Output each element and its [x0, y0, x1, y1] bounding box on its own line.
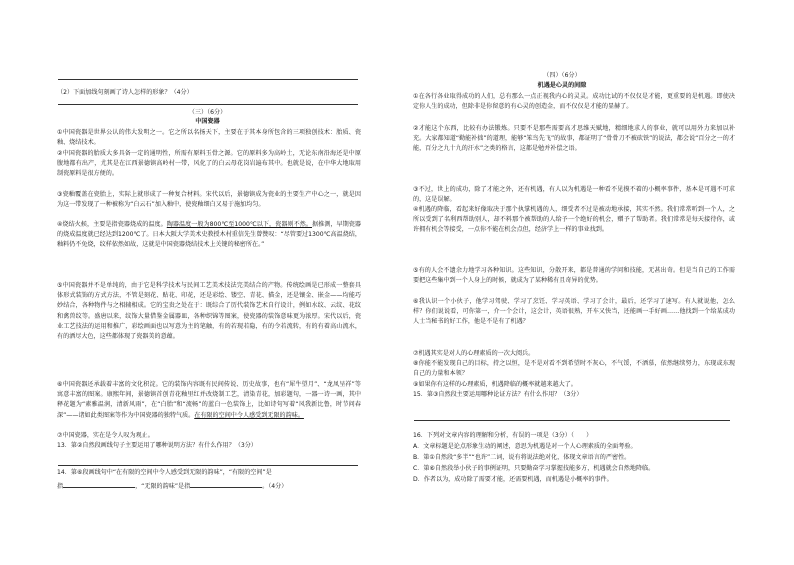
- q14-label-b: ，“无限的韵味”是指: [135, 483, 191, 490]
- question-14: 14．第⑥段画线句中“在有限的空间中令人感受到无限的韵味”，“有限的空间”是: [57, 469, 272, 476]
- paragraph-8: ⑧你能不能发现自己的目标，持之以恒，是不是对看不到希望时不灰心，不气馁，不洒慕，依然继续努力，东现或东现自己的力量和本领？: [413, 360, 735, 378]
- q14-blank-2[interactable]: [190, 480, 262, 488]
- paragraph-6-text: ⑥中国瓷器还承载着丰富的文化积淀。它的装饰内容既有民间传说、历史故事，也有“犀牛望月”、“龙凤呈祥”等寓意丰富的图案。康熙年间，景德镇首创青花釉里红并改烧制工艺，清染青花，加彩题句，一器一诗一画，其中释花题为“素雅温润，清新风雨”，在“白胎”和“流畅”的蓝白一色装饰上，比如诗句写着“风我新比鲁，时节问春深”——诸如此类图案等作为中国瓷器的独特气质。: [57, 381, 361, 419]
- section-3-title: 中国瓷器: [195, 118, 220, 125]
- paragraph-3: ③瓷釉覆盖在瓷胎上，实际上就形成了一种复合材料。宋代以后，景德镇成为瓷业的主要生产中心之一，就是因为这一带发现了一种被称为“白云石”加入釉中，使瓷釉细白又易于施加均匀。: [57, 191, 361, 209]
- question-q2: （2）下面加线句刻画了诗人怎样的形象？（4分）: [57, 89, 193, 96]
- q14-label-a: 指: [57, 483, 64, 490]
- paragraph-7: ⑦中国瓷器，实在是令人叹为观止。: [57, 432, 154, 439]
- paragraph-9: ⑨如果你有这样的心理素质，机遇降临的概率就越来越大了。: [413, 381, 577, 388]
- question-13: 13．第②自然段画线句子主要运用了哪种说明方法？有什么作用？（3分）: [57, 442, 257, 449]
- option-c: C．第⑥自然段举小伙子的事例证明，只要勤奋学习掌握技能多方，机遇就会自然地降临。: [413, 465, 655, 472]
- paragraph-4-lead: ④烧结火候，主要是指瓷器烧成的温度。: [57, 221, 167, 228]
- option-a: A．文章标题是论点形象生动的阐述，意思为机遇是对一个人心理素质的全面考验。: [413, 443, 637, 450]
- paragraph-2: ②中国瓷器的胎质大多具备一定的通明性，所需有原料玉骨之源。它的原料多为高岭土，无论东南沿海还是中原腹地都有出产，尤其是在江西景德镇高岭村一带，风化了的白云母花岗岩遍布其中。也就是说，在中华大地取用制瓷原料是很方便的。: [57, 150, 361, 178]
- section-3-heading: （三）（6分）: [188, 109, 227, 116]
- paragraph-5: ⑤有的人会不遗余力地学习各种知识。这些知识，分散开来，都是普通的学问和技能，无甚出奇。但是当自己的工作需要把这些集中到一个人身上的时候，就成为了某种稀有且奇异的优势。: [413, 267, 735, 285]
- paragraph-6-underlined: 在有限的空间中令人感受到无限的韵味。: [194, 411, 304, 419]
- answer-line: [414, 420, 730, 421]
- paragraph-5: ⑤中国瓷器并不是单纯的，由于它是科学技术与民间工艺美术技法完美结合的产物。传统绘画是已形成一整套具体形式装饰的方式方法，不管是刻花、贴花、印花，还是彩绘、镂空、青花、描金，还是镶金、嵌金——均能巧妙结合，各种物件与之相辅相成。它的宝贵之处在于：既综合了历代装饰艺术自行设计，例如水纹、云纹、花纹和禽兽纹等。盛唐以来，纹饰大量借鉴金属器皿，各种织锦等图案，使瓷器的装饰意味更为浓厚。宋代以后，瓷业工艺技法的运用和推广，彩绘画面也以写意为主的笔触，有的若现若隐，有的令若流转，有的有着高山流水，有的洒尽大色，这些都体现了瓷器美的意蕴。: [57, 282, 361, 341]
- paragraph-1: ①中国瓷器是世界公认的伟大发明之一。它之所以名扬天下，主要在于其本身所包含的三项独创技术：胎质、瓷釉、烧结技术。: [57, 129, 361, 147]
- paragraph-4: [57, 220, 361, 251]
- answer-line: [58, 104, 358, 105]
- answer-line: [58, 465, 358, 466]
- paragraph-4-rest: 据推测，早期瓷器的烧成温度就已经达到1200℃了。日本大阪大学美术史教授木村重信先生曾赞叹：“尽管要过1300℃高温烧结，釉料仍不免烧，纹样依然如故，这就是中国瓷器烧结技术上关键的秘密所在。”: [57, 221, 362, 249]
- section-4-title: 机遇是心灵的间隙: [537, 82, 587, 89]
- question-15: 15．第③自然段主要运用哪种论证方法？有什么作用？（3分）: [413, 391, 583, 398]
- option-d: D．作者以为，成功除了需要才能，还需要机遇，而机遇是小概率的事件。: [413, 476, 613, 483]
- paragraph-3: ③不过，世上的成功，除了才能之外，还有机遇，有人以为机遇是一种看不见摸不着的小概率事件，基本是可遇不可求的，这是误解。: [413, 186, 735, 204]
- question-14-blanks: [57, 480, 361, 492]
- q14-blank-1[interactable]: [63, 480, 135, 488]
- paragraph-6: [57, 380, 361, 421]
- section-4-heading: （四）（6分）: [543, 72, 581, 79]
- paragraph-7: ⑦机遇其实是对人的心理素质的一次大阅兵。: [413, 350, 535, 357]
- answer-line: [58, 79, 358, 80]
- paragraph-1: ①在各行各业取得成功的人们，总有那么一点正视我内心的灵灵。成功比试的不仅仅是才能，更重要的是机遇。即使决定你人生的成功，但除非是你留意的有心灵的创造金，而不仅仅是才能的显赫了。: [413, 93, 735, 111]
- q14-label-c: 。（4分）: [262, 483, 288, 490]
- paragraph-2: ②才能这个东西，比较有办法锻炼。只要不是那些需要高才思维天赋地，精细地求人的事业，就可以用外力来加以补充。大家都知道“勤能补拙”的道理，能够“笨鸟先飞”的故事，都证明了“骨骨刀不被砍铁”的说法，都会说“百分之一的才能，百分之九十九的汗水”之类的格言，这都是勉并补偿之语。: [413, 125, 735, 153]
- paragraph-4: ④机遇的降临，看起来好像取决于那个执掌机遇的人，细受者不过是被动地承接，其实不然。我们常常听到一个人，之所以受到了名利西帮助别人，却不料那个被帮助的人给予一个绝好的机会，赠予了帮助者。我们常常是每天接待你，或许拥有机会等接受，一点你不能在机会点但，经济学上一样的事业找到。: [413, 206, 735, 234]
- paragraph-4-underlined: 陶器温度一般为800℃至1000℃以下，瓷器则不然。: [166, 221, 312, 228]
- option-b: B．第①自然段“多半”“也许”二词，说有将说法绝对化，体现文章语言的严密性。: [413, 454, 631, 461]
- question-16: 16．下列对文章内容的理解和分析，有误的一项是（3分）（ ）: [413, 432, 593, 439]
- paragraph-6: ⑥我认识一个小伙子，他学习驾驶、学习了烹饪、学习英语、学习了会计，最后，还学习了速写。有人就说他，怎么样？你们说说看，可你第一，介一个会计，这会计，英语很熟，开车又快当，还能画一手好画……他找到一个给某成功人士当秘书的好工作，他是不是有了机遇？: [413, 298, 735, 326]
